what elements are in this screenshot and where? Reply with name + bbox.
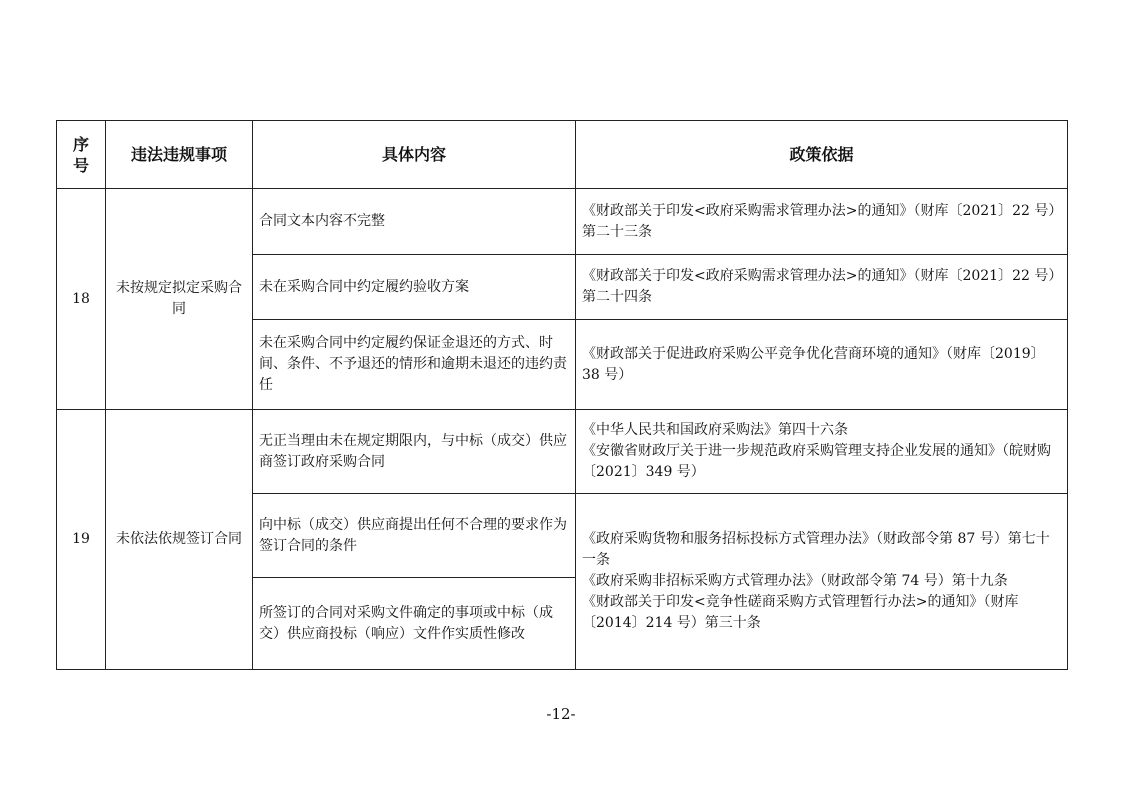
basis-line: 《财政部关于印发<政府采购需求管理办法>的通知》（财库〔2021〕22 号）第二十三条 [582, 202, 1056, 240]
table-row [57, 410, 1068, 494]
basis-cell [576, 189, 1068, 255]
basis-line: 《中华人民共和国政府采购法》第四十六条 [582, 422, 848, 438]
header-detail: 具体内容 [253, 121, 576, 189]
basis-cell [576, 410, 1068, 494]
basis-line: 《安徽省财政厅关于进一步规范政府采购管理支持企业发展的通知》（皖财购〔2021〕349 号） [582, 443, 1051, 480]
header-row [57, 121, 1068, 189]
header-no-line2: 号 [72, 155, 89, 175]
basis-line: 《财政部关于印发<政府采购需求管理办法>的通知》（财库〔2021〕22 号）第二十四条 [582, 268, 1056, 305]
header-no [57, 121, 106, 189]
page-number: -12- [546, 705, 576, 723]
basis-cell [576, 494, 1068, 670]
header-matter: 违法违规事项 [106, 121, 253, 189]
violations-table [56, 120, 1068, 670]
header-basis: 政策依据 [576, 121, 1068, 189]
row-number: 19 [57, 410, 106, 670]
basis-line: 《财政部关于印发<竞争性磋商采购方式管理暂行办法>的通知》（财库〔2014〕214 号）第三十条 [582, 594, 1019, 631]
violation-matter: 未依法依规签订合同 [106, 410, 253, 670]
basis-cell [576, 255, 1068, 320]
basis-line: 《财政部关于促进政府采购公平竞争优化营商环境的通知》（财库〔2019〕38 号） [582, 345, 1045, 383]
violation-matter: 未按规定拟定采购合同 [106, 189, 253, 410]
basis-line: 《政府采购货物和服务招标投标方式管理办法》（财政部令第 87 号）第七十一条 [582, 531, 1050, 568]
detail-cell: 未在采购合同中约定履约验收方案 [253, 255, 576, 320]
detail-cell: 无正当理由未在规定期限内，与中标（成交）供应商签订政府采购合同 [253, 410, 576, 494]
detail-cell: 所签订的合同对采购文件确定的事项或中标（成交）供应商投标（响应）文件作实质性修改 [253, 578, 576, 670]
table-row [57, 189, 1068, 255]
basis-line: 《政府采购非招标采购方式管理办法》（财政部令第 74 号）第十九条 [582, 573, 1008, 589]
detail-cell: 未在采购合同中约定履约保证金退还的方式、时间、条件、不予退还的情形和逾期未退还的违约责任 [253, 320, 576, 410]
header-no-line1: 序 [72, 134, 89, 154]
row-number: 18 [57, 189, 106, 410]
detail-cell: 合同文本内容不完整 [253, 189, 576, 255]
detail-cell: 向中标（成交）供应商提出任何不合理的要求作为签订合同的条件 [253, 494, 576, 578]
basis-cell [576, 320, 1068, 410]
